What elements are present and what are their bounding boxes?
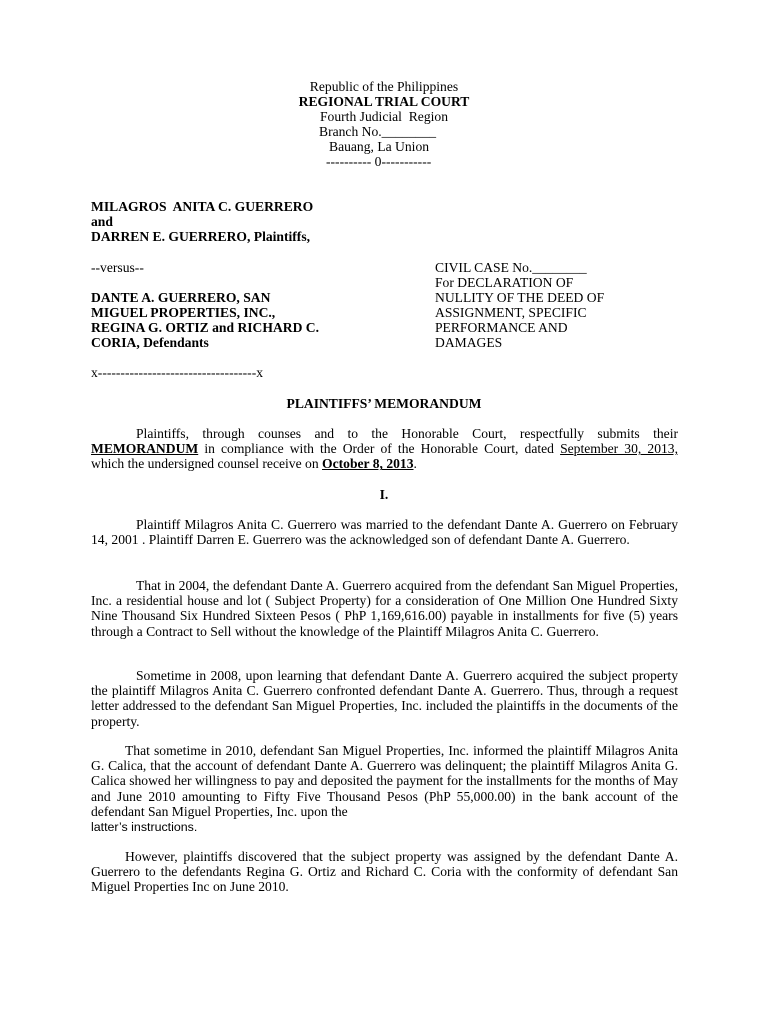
civil-case-number: CIVIL CASE No.________	[435, 260, 587, 275]
section-heading: I.	[379, 487, 389, 502]
caption-separator: x-----------------------------------x	[91, 365, 264, 380]
defendant-line-4: CORIA, Defendants	[91, 335, 209, 350]
paragraph-1-text: Plaintiff Milagros Anita C. Guerrero was married to the defendant Dante A. Guerrero on February 14, 2001 . Plaintiff Darren E. Guerrero was the acknowledged son of defendant Dante A. Guerrero.	[91, 517, 678, 548]
paragraph-2-text: That in 2004, the defendant Dante A. Guerrero acquired from the defendant San Miguel Properties, Inc. a residential house and lot ( Subject Property) for a consideration of One Million One Hundred Sixty Nine Thousand Six Hundred Sixteen Pesos ( PhP 1,169,616.00) payable in installments for five (5) years through a Contract to Sell without the knowledge of the Plaintiff Milagros Anita C. Guerrero.	[91, 578, 678, 639]
versus-label: --versus--	[91, 260, 144, 275]
paragraph-5-text: However, plaintiffs discovered that the subject property was assigned by the defendant Dante A. Guerrero to the defendants Regina G. Ortiz and Richard C. Coria with the conformity of defendant San Miguel Properties Inc on June 2010.	[91, 849, 678, 895]
paragraph-2	[91, 578, 678, 639]
document-title: PLAINTIFFS’ MEMORANDUM	[286, 396, 482, 411]
case-caption-1: For DECLARATION OF	[435, 275, 574, 290]
order-date: September 30, 2013,	[560, 441, 678, 457]
case-caption-3: ASSIGNMENT, SPECIFIC	[435, 305, 587, 320]
case-caption-4: PERFORMANCE AND	[435, 320, 568, 335]
intro-text: Plaintiffs, through counses and to the Honorable Court, respectfully submits their	[136, 426, 678, 441]
intro-text-received: which the undersigned counsel receive on	[91, 456, 323, 472]
plaintiff-name-2: DARREN E. GUERRERO, Plaintiffs,	[91, 229, 311, 244]
intro-end: .	[413, 456, 417, 472]
paragraph-5	[91, 849, 678, 895]
header-region: Fourth Judicial Region	[320, 109, 448, 124]
intro-text-mid: in compliance with the Order of the Honorable Court, dated	[198, 441, 561, 457]
received-date: October 8, 2013	[322, 456, 414, 472]
defendant-line-1: DANTE A. GUERRERO, SAN	[91, 290, 271, 305]
case-caption-2: NULLITY OF THE DEED OF	[435, 290, 605, 305]
memorandum-emphasis: MEMORANDUM	[91, 441, 199, 457]
paragraph-4-tail: latter’s instructions.	[91, 820, 198, 835]
plaintiff-name-1: MILAGROS ANITA C. GUERRERO	[91, 199, 314, 214]
header-republic: Republic of the Philippines	[309, 79, 459, 94]
defendant-line-3: REGINA G. ORTIZ and RICHARD C.	[91, 320, 320, 335]
defendant-line-2: MIGUEL PROPERTIES, INC.,	[91, 305, 276, 320]
header-court: REGIONAL TRIAL COURT	[298, 94, 470, 109]
header-location: Bauang, La Union	[329, 139, 430, 154]
header-branch: Branch No.________	[319, 124, 437, 139]
paragraph-1	[91, 517, 678, 547]
paragraph-4-text: That sometime in 2010, defendant San Miguel Properties, Inc. informed the plaintiff Milagros Anita G. Calica, that the account of defendant Dante A. Guerrero was delinquent; the plaintiff Milagros Anita G. Calica showed her willingness to pay and deposited the payment for the installments for the months of May and June 2010 amounting to Fifty Five Thousand Pesos (PhP 55,000.00) in the bank account of the defendant San Miguel Properties, Inc. upon the	[91, 743, 678, 819]
paragraph-4	[91, 743, 678, 835]
header-divider: ---------- 0-----------	[326, 154, 432, 169]
case-caption-5: DAMAGES	[435, 335, 503, 350]
paragraph-3	[91, 668, 678, 729]
plaintiff-and: and	[91, 214, 113, 229]
intro-paragraph	[91, 426, 678, 472]
paragraph-3-text: Sometime in 2008, upon learning that defendant Dante A. Guerrero acquired the subject property the plaintiff Milagros Anita C. Guerrero confronted defendant Dante A. Guerrero. Thus, through a request letter addressed to the defendant San Miguel Properties, Inc. included the plaintiffs in the documents of the property.	[91, 668, 678, 729]
